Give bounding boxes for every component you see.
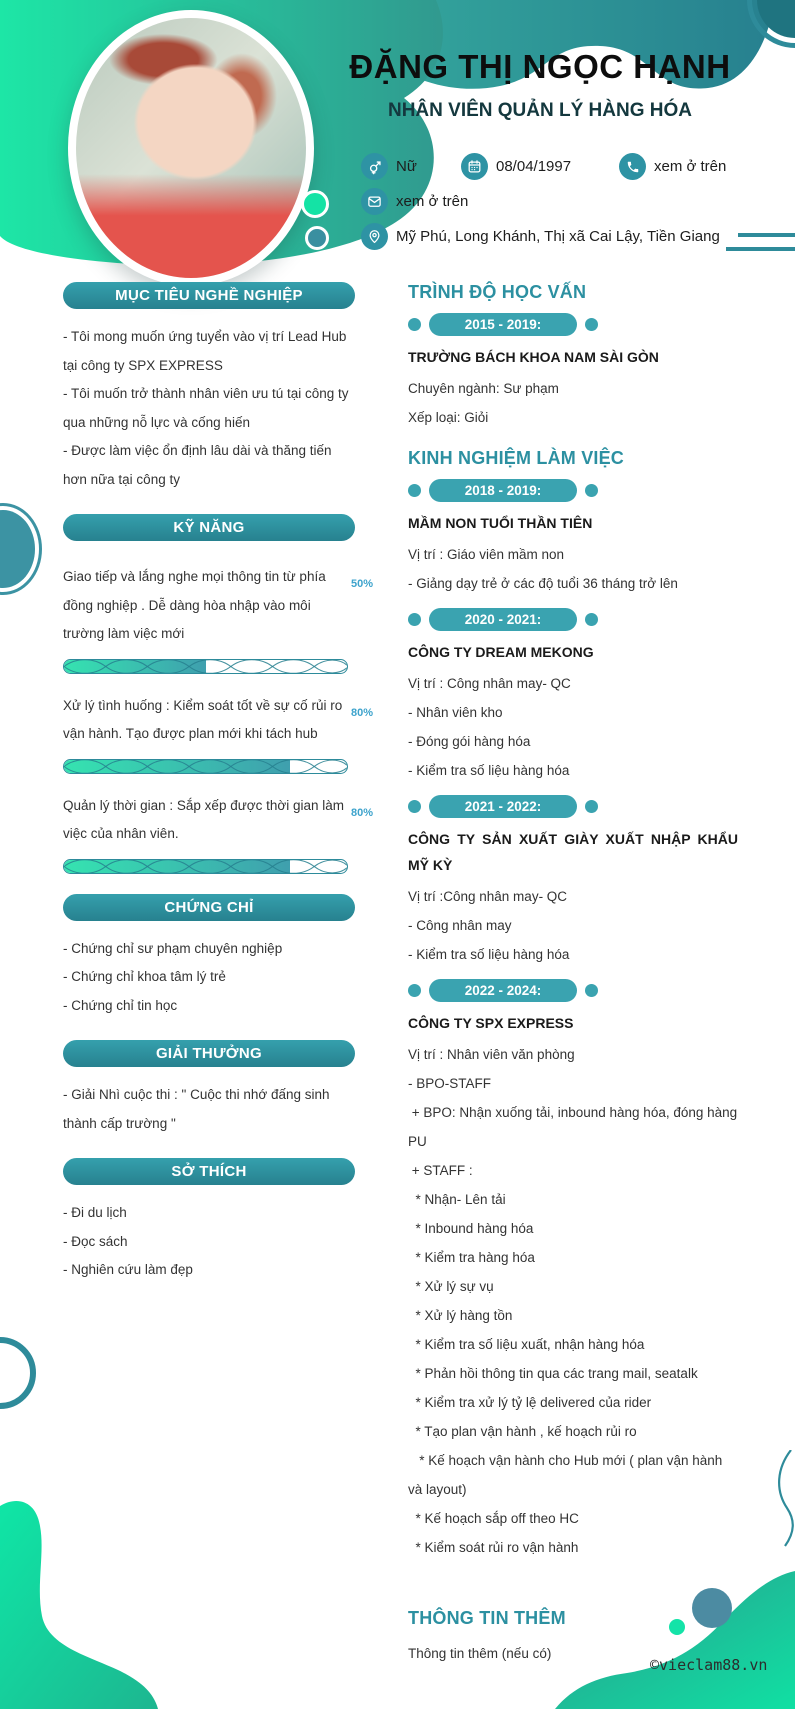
- job-title: NHÂN VIÊN QUẢN LÝ HÀNG HÓA: [387, 100, 692, 121]
- certificate-item: - Chứng chỉ khoa tâm lý trẻ: [63, 969, 226, 984]
- gender-field: [361, 153, 461, 180]
- education-entries: [408, 313, 738, 432]
- section-experience: [408, 448, 741, 1562]
- company-name: CÔNG TY SẢN XUẤT GIÀY XUẤT NHẬP KHẨU MỸ KỲ: [408, 831, 738, 873]
- skill-progress-bar: [63, 759, 348, 774]
- experience-details: [408, 882, 738, 969]
- period-badge: 2021 - 2022:: [429, 795, 577, 818]
- period-badge-row: [408, 313, 738, 336]
- education-entry: [408, 313, 738, 432]
- phone-icon: [619, 153, 646, 180]
- period-badge: 2015 - 2019:: [429, 313, 577, 336]
- objective-item: - Tôi mong muốn ứng tuyển vào vị trí Lead Hub tại công ty SPX EXPRESS: [63, 329, 347, 373]
- section-additional-info: [408, 1608, 738, 1668]
- detail-line: - BPO-STAFF: [408, 1076, 491, 1091]
- section-header-certificates: CHỨNG CHỈ: [63, 894, 355, 921]
- email-field: [361, 188, 468, 215]
- section-header-awards: GIẢI THƯỞNG: [63, 1040, 355, 1067]
- location-icon: [361, 223, 388, 250]
- progress-wave-decoration: [64, 760, 347, 773]
- badge-dot: [408, 613, 421, 626]
- calendar-icon: [461, 153, 488, 180]
- phone-field: [619, 153, 726, 180]
- awards-list: [63, 1081, 355, 1138]
- period-badge-row: [408, 979, 738, 1002]
- period-badge-row: [408, 795, 738, 818]
- experience-details: [408, 540, 738, 598]
- certificate-item: - Chứng chỉ sư phạm chuyên nghiệp: [63, 940, 283, 956]
- hobbies-list: [63, 1199, 355, 1285]
- detail-line: * Phản hồi thông tin qua các trang mail, seatalk: [408, 1366, 698, 1381]
- detail-line: * Nhận- Lên tải: [408, 1192, 506, 1207]
- birthday-value: 08/04/1997: [496, 158, 572, 175]
- skill-item: [63, 792, 373, 874]
- additional-info-heading: THÔNG TIN THÊM: [408, 1608, 566, 1628]
- period-badge: 2020 - 2021:: [429, 608, 577, 631]
- skills-list: [63, 555, 373, 874]
- section-header-hobbies: SỞ THÍCH: [63, 1158, 355, 1185]
- mint-circle-decoration: [301, 190, 329, 218]
- experience-entry: [408, 795, 738, 969]
- skill-text: Xử lý tình huống : Kiểm soát tốt về sự cố rủi ro vận hành. Tạo được plan mới khi tách hub: [63, 697, 343, 741]
- experience-entry: [408, 979, 741, 1562]
- email-icon: [361, 188, 388, 215]
- skill-percent-label: 50%: [350, 578, 373, 590]
- school-name: TRƯỜNG BÁCH KHOA NAM SÀI GÒN: [408, 349, 659, 365]
- section-header-skills: KỸ NĂNG: [63, 514, 355, 541]
- badge-dot: [585, 613, 598, 626]
- experience-entry: [408, 479, 738, 598]
- skill-item: [63, 563, 373, 674]
- education-heading: TRÌNH ĐỘ HỌC VẤN: [408, 282, 587, 302]
- detail-line: Xếp loại: Giỏi: [408, 410, 489, 425]
- phone-value: xem ở trên: [654, 158, 727, 175]
- detail-line: * Xử lý sự vụ: [408, 1279, 494, 1294]
- hobby-item: - Đọc sách: [63, 1233, 128, 1249]
- badge-dot: [408, 318, 421, 331]
- experience-details: [408, 669, 738, 785]
- detail-line: * Kiểm tra xử lý tỷ lệ delivered của rider: [408, 1395, 652, 1410]
- detail-line: - Kiểm tra số liệu hàng hóa: [408, 947, 570, 962]
- detail-line: * Xử lý hàng tồn: [408, 1308, 513, 1323]
- teal-circle-decoration: [305, 226, 329, 250]
- section-certificates: [63, 894, 355, 1021]
- certificate-item: - Chứng chỉ tin học: [63, 997, 178, 1013]
- period-badge-row: [408, 479, 738, 502]
- experience-details: [408, 1040, 741, 1562]
- section-header-objective: MỤC TIÊU NGHỀ NGHIỆP: [63, 282, 355, 309]
- address-field: [361, 223, 720, 250]
- badge-dot: [585, 984, 598, 997]
- skill-percent-label: 80%: [350, 806, 373, 819]
- experience-entry: [408, 608, 738, 785]
- detail-line: * Kiểm tra số liệu xuất, nhận hàng hóa: [408, 1337, 645, 1352]
- certificates-list: [63, 935, 355, 1021]
- birthday-field: [461, 153, 619, 180]
- detail-line: Vị trí : Công nhân may- QC: [408, 676, 571, 691]
- right-squiggle-decoration: [773, 1450, 795, 1550]
- detail-line: Vị trí :Công nhân may- QC: [408, 889, 568, 904]
- detail-line: + BPO: Nhận xuống tải, inbound hàng hóa, đóng hàng PU: [408, 1105, 741, 1149]
- skill-percent-label: 80%: [350, 706, 373, 719]
- experience-heading: KINH NGHIỆM LÀM VIỆC: [408, 448, 625, 468]
- company-name: MẦM NON TUỔI THẦN TIÊN: [408, 515, 593, 531]
- contact-info: [361, 153, 786, 258]
- skill-text: Quản lý thời gian : Sắp xếp được thời gian làm việc của nhân viên.: [63, 797, 344, 841]
- detail-line: * Kiểm tra hàng hóa: [408, 1250, 535, 1265]
- company-name: CÔNG TY SPX EXPRESS: [408, 1015, 574, 1031]
- left-ellipse-decoration: [0, 503, 42, 595]
- progress-wave-decoration: [64, 860, 347, 873]
- candidate-name: ĐẶNG THỊ NGỌC HẠNH: [349, 48, 731, 85]
- hobby-item: - Nghiên cứu làm đẹp: [63, 1262, 193, 1277]
- watermark: ©vieclam88.vn: [650, 1656, 768, 1674]
- period-badge: 2018 - 2019:: [429, 479, 577, 502]
- detail-line: + STAFF :: [408, 1163, 473, 1178]
- skill-progress-bar: [63, 659, 348, 674]
- bottom-left-blob-decoration: [0, 1464, 170, 1709]
- detail-line: * Kế hoạch sắp off theo HC: [408, 1511, 579, 1526]
- skill-text: Giao tiếp và lắng nghe mọi thông tin từ phía đồng nghiệp . Dễ dàng hòa nhập vào môi trường làm việc mới: [63, 569, 326, 641]
- period-badge: 2022 - 2024:: [429, 979, 577, 1002]
- detail-line: Vị trí : Nhân viên văn phòng: [408, 1047, 575, 1062]
- detail-line: - Đóng gói hàng hóa: [408, 734, 531, 749]
- badge-dot: [408, 800, 421, 813]
- award-item: - Giải Nhì cuộc thi : " Cuộc thi nhớ đấng sinh thành cấp trường ": [63, 1087, 330, 1131]
- left-ring-decoration: [0, 1337, 36, 1409]
- detail-line: Chuyên ngành: Sư phạm: [408, 381, 559, 396]
- section-objective: [63, 282, 355, 494]
- badge-dot: [585, 484, 598, 497]
- detail-line: Vị trí : Giáo viên mầm non: [408, 547, 565, 562]
- objective-item: - Được làm việc ổn định lâu dài và thăng tiến hơn nữa tại công ty: [63, 443, 332, 487]
- detail-line: * Kế hoạch vận hành cho Hub mới ( plan vận hành và layout): [408, 1453, 727, 1497]
- detail-line: - Công nhân may: [408, 918, 512, 933]
- additional-info-text: Thông tin thêm (nếu có): [408, 1646, 552, 1661]
- profile-photo: [68, 10, 314, 286]
- section-hobbies: [63, 1158, 355, 1285]
- company-name: CÔNG TY DREAM MEKONG: [408, 644, 594, 660]
- skill-progress-bar: [63, 859, 348, 874]
- period-badge-row: [408, 608, 738, 631]
- address-value: Mỹ Phú, Long Khánh, Thị xã Cai Lậy, Tiền Giang: [396, 228, 720, 245]
- badge-dot: [408, 484, 421, 497]
- detail-line: - Giảng dạy trẻ ở các độ tuổi 36 tháng trở lên: [408, 576, 678, 591]
- email-value: xem ở trên: [396, 193, 469, 210]
- badge-dot: [585, 800, 598, 813]
- badge-dot: [408, 984, 421, 997]
- left-column: [63, 282, 373, 1305]
- detail-line: * Tạo plan vận hành , kế hoạch rủi ro: [408, 1424, 637, 1439]
- gender-value: Nữ: [396, 158, 417, 175]
- detail-line: * Inbound hàng hóa: [408, 1221, 534, 1236]
- section-education: [408, 282, 738, 432]
- section-awards: [63, 1040, 355, 1138]
- progress-wave-decoration: [64, 660, 347, 673]
- section-skills: [63, 514, 373, 874]
- objective-item: - Tôi muốn trở thành nhân viên ưu tú tại công ty qua những nỗ lực và cống hiến: [63, 386, 349, 430]
- skill-item: [63, 692, 373, 774]
- education-details: [408, 374, 738, 432]
- gender-icon: [361, 153, 388, 180]
- experience-entries: [408, 479, 741, 1562]
- hobby-item: - Đi du lịch: [63, 1205, 127, 1220]
- detail-line: - Nhân viên kho: [408, 705, 503, 720]
- badge-dot: [585, 318, 598, 331]
- detail-line: * Kiểm soát rủi ro vận hành: [408, 1540, 579, 1555]
- detail-line: - Kiểm tra số liệu hàng hóa: [408, 763, 570, 778]
- objective-list: [63, 323, 355, 494]
